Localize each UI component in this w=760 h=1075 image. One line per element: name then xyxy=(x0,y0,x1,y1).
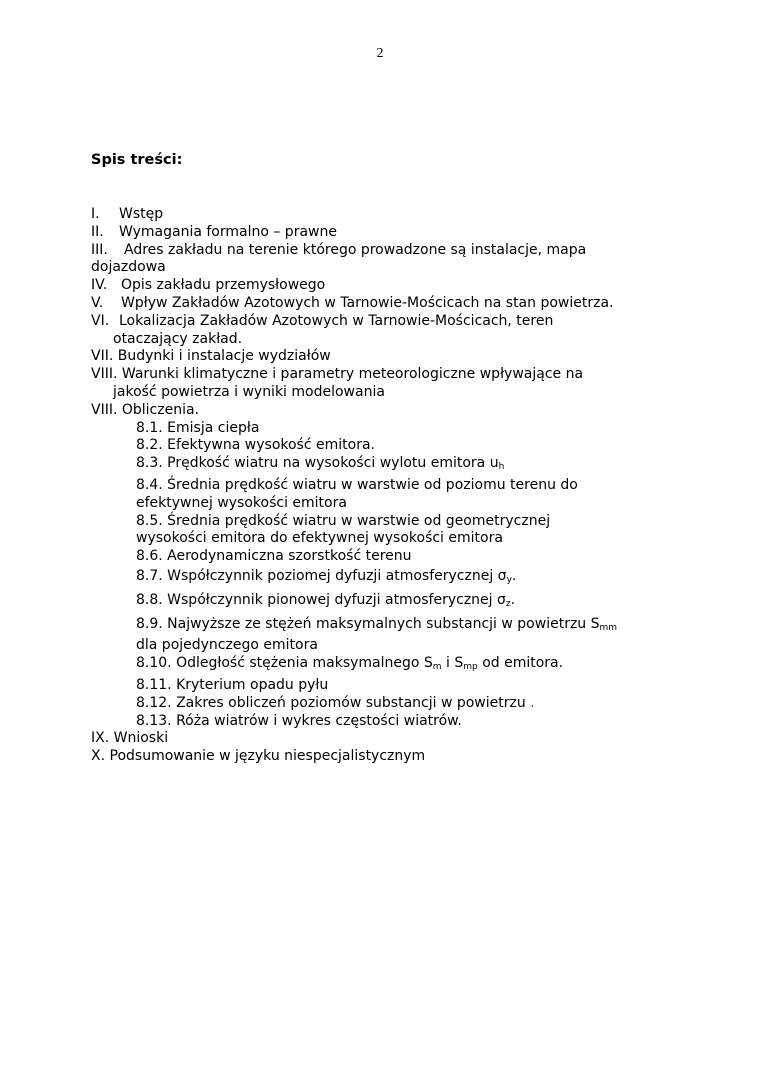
toc-item-continuation-text: otaczający zakład. xyxy=(113,330,243,347)
subscript: mm xyxy=(599,622,618,633)
toc-subitem-continuation-text: wysokości emitora do efektywnej wysokości emitora xyxy=(136,530,503,547)
subscript: y xyxy=(506,574,512,585)
toc-subitem-tail: . xyxy=(511,567,517,584)
toc-item-continuation-text: jakość powietrza i wyniki modelowania xyxy=(113,383,385,400)
toc-subitem xyxy=(91,616,691,638)
page-number: 2 xyxy=(376,46,384,61)
toc-item-number: III. xyxy=(91,241,108,258)
toc-item-text: Wnioski xyxy=(113,730,169,747)
toc-subitem-mid: i S xyxy=(441,655,464,672)
toc-subitem xyxy=(91,548,691,566)
toc-subitem-continuation-text: efektywnej wysokości emitora xyxy=(136,494,347,511)
toc-subitem-text: 8.10. Odległość stężenia maksymalnego S xyxy=(136,655,433,672)
toc-item-text: Adres zakładu na terenie którego prowadzone są instalacje, mapa xyxy=(124,241,587,258)
toc-subitem-tail: . xyxy=(510,591,516,608)
toc-subitem xyxy=(91,713,691,731)
toc-subitem xyxy=(91,437,691,455)
toc-item xyxy=(91,402,691,420)
toc-item-text: Wymagania formalno – prawne xyxy=(119,223,337,240)
toc-subitem-text: 8.4. Średnia prędkość wiatru w warstwie od poziomu terenu do xyxy=(136,476,578,493)
table-of-contents xyxy=(91,206,691,766)
toc-title: Spis treści: xyxy=(91,152,183,168)
toc-subitem-tail: od emitora. xyxy=(477,655,564,672)
toc-subitem xyxy=(91,513,691,531)
toc-item-text: Obliczenia. xyxy=(121,401,200,418)
toc-item xyxy=(91,277,691,295)
toc-subitem-text: 8.5. Średnia prędkość wiatru w warstwie od geometrycznej xyxy=(136,512,551,529)
toc-item-number: VI. xyxy=(91,312,110,329)
toc-subitem-text: 8.8. Współczynnik pionowej dyfuzji atmosferycznej σ xyxy=(136,591,506,608)
toc-item xyxy=(91,295,691,313)
subscript: mp xyxy=(463,662,478,673)
toc-item-text: Warunki klimatyczne i parametry meteorologiczne wpływające na xyxy=(121,366,584,383)
toc-item xyxy=(91,366,691,384)
toc-subitem-text: 8.3. Prędkość wiatru na wysokości wylotu emitora u xyxy=(136,455,499,472)
toc-item-continuation-text: dojazdowa xyxy=(91,259,166,276)
toc-subitem-continuation xyxy=(91,637,691,655)
toc-item-text: Podsumowanie w języku niespecjalistycznym xyxy=(109,748,426,765)
toc-item xyxy=(91,730,691,748)
toc-item xyxy=(91,242,691,260)
toc-item-text: Wstęp xyxy=(119,206,164,222)
toc-item-number: VII. xyxy=(91,348,114,365)
toc-item xyxy=(91,748,691,766)
toc-subitem xyxy=(91,420,691,438)
toc-subitem xyxy=(91,695,691,713)
toc-item-number: V. xyxy=(91,294,104,311)
toc-subitem xyxy=(91,455,691,477)
toc-item xyxy=(91,313,691,331)
toc-item-continuation xyxy=(91,259,691,277)
toc-subitem xyxy=(91,655,691,677)
toc-subitem-text: 8.12. Zakres obliczeń poziomów substancji w powietrzu xyxy=(136,694,531,711)
toc-subitem xyxy=(91,677,691,695)
subscript: m xyxy=(432,662,442,673)
toc-item-number: IX. xyxy=(91,730,110,747)
toc-subitem-text: 8.11. Kryterium opadu pyłu xyxy=(136,676,329,693)
toc-subitem xyxy=(91,477,691,495)
toc-subitem-text: 8.1. Emisja ciepła xyxy=(136,419,260,436)
toc-subitem-text: 8.9. Najwyższe ze stężeń maksymalnych substancji w powietrzu S xyxy=(136,615,600,632)
toc-subitem-text: 8.13. Róża wiatrów i wykres częstości wiatrów. xyxy=(136,712,462,729)
toc-item-number: VIII. xyxy=(91,366,118,383)
toc-item-text: Opis zakładu przemysłowego xyxy=(121,277,326,294)
subscript: z xyxy=(505,598,511,609)
toc-subitem-continuation xyxy=(91,530,691,548)
red-marker: . xyxy=(530,694,535,711)
toc-subitem-text: 8.7. Współczynnik poziomej dyfuzji atmosferycznej σ xyxy=(136,567,507,584)
toc-item-continuation xyxy=(91,331,691,349)
toc-item-number: IV. xyxy=(91,277,108,294)
toc-item xyxy=(91,224,691,242)
toc-subitem xyxy=(91,592,691,614)
toc-item-text: Lokalizacja Zakładów Azotowych w Tarnowie-Mościcach, teren xyxy=(119,312,554,329)
toc-subitem-continuation-text: dla pojedynczego emitora xyxy=(136,637,318,654)
toc-subitem-text: 8.6. Aerodynamiczna szorstkość terenu xyxy=(136,548,412,565)
toc-item-number: X. xyxy=(91,748,106,765)
toc-item xyxy=(91,206,691,224)
toc-item xyxy=(91,348,691,366)
toc-item-text: Wpływ Zakładów Azotowych w Tarnowie-Mościcach na stan powietrza. xyxy=(121,294,614,311)
toc-item-continuation xyxy=(91,384,691,402)
subscript: h xyxy=(498,462,505,473)
toc-subitem xyxy=(91,568,691,590)
toc-subitem-continuation xyxy=(91,495,691,513)
toc-subitem-text: 8.2. Efektywna wysokość emitora. xyxy=(136,437,375,454)
toc-item-number: VIII. xyxy=(91,401,118,418)
toc-item-number: II. xyxy=(91,223,104,240)
toc-item-number: I. xyxy=(91,206,100,222)
toc-item-text: Budynki i instalacje wydziałów xyxy=(117,348,331,365)
